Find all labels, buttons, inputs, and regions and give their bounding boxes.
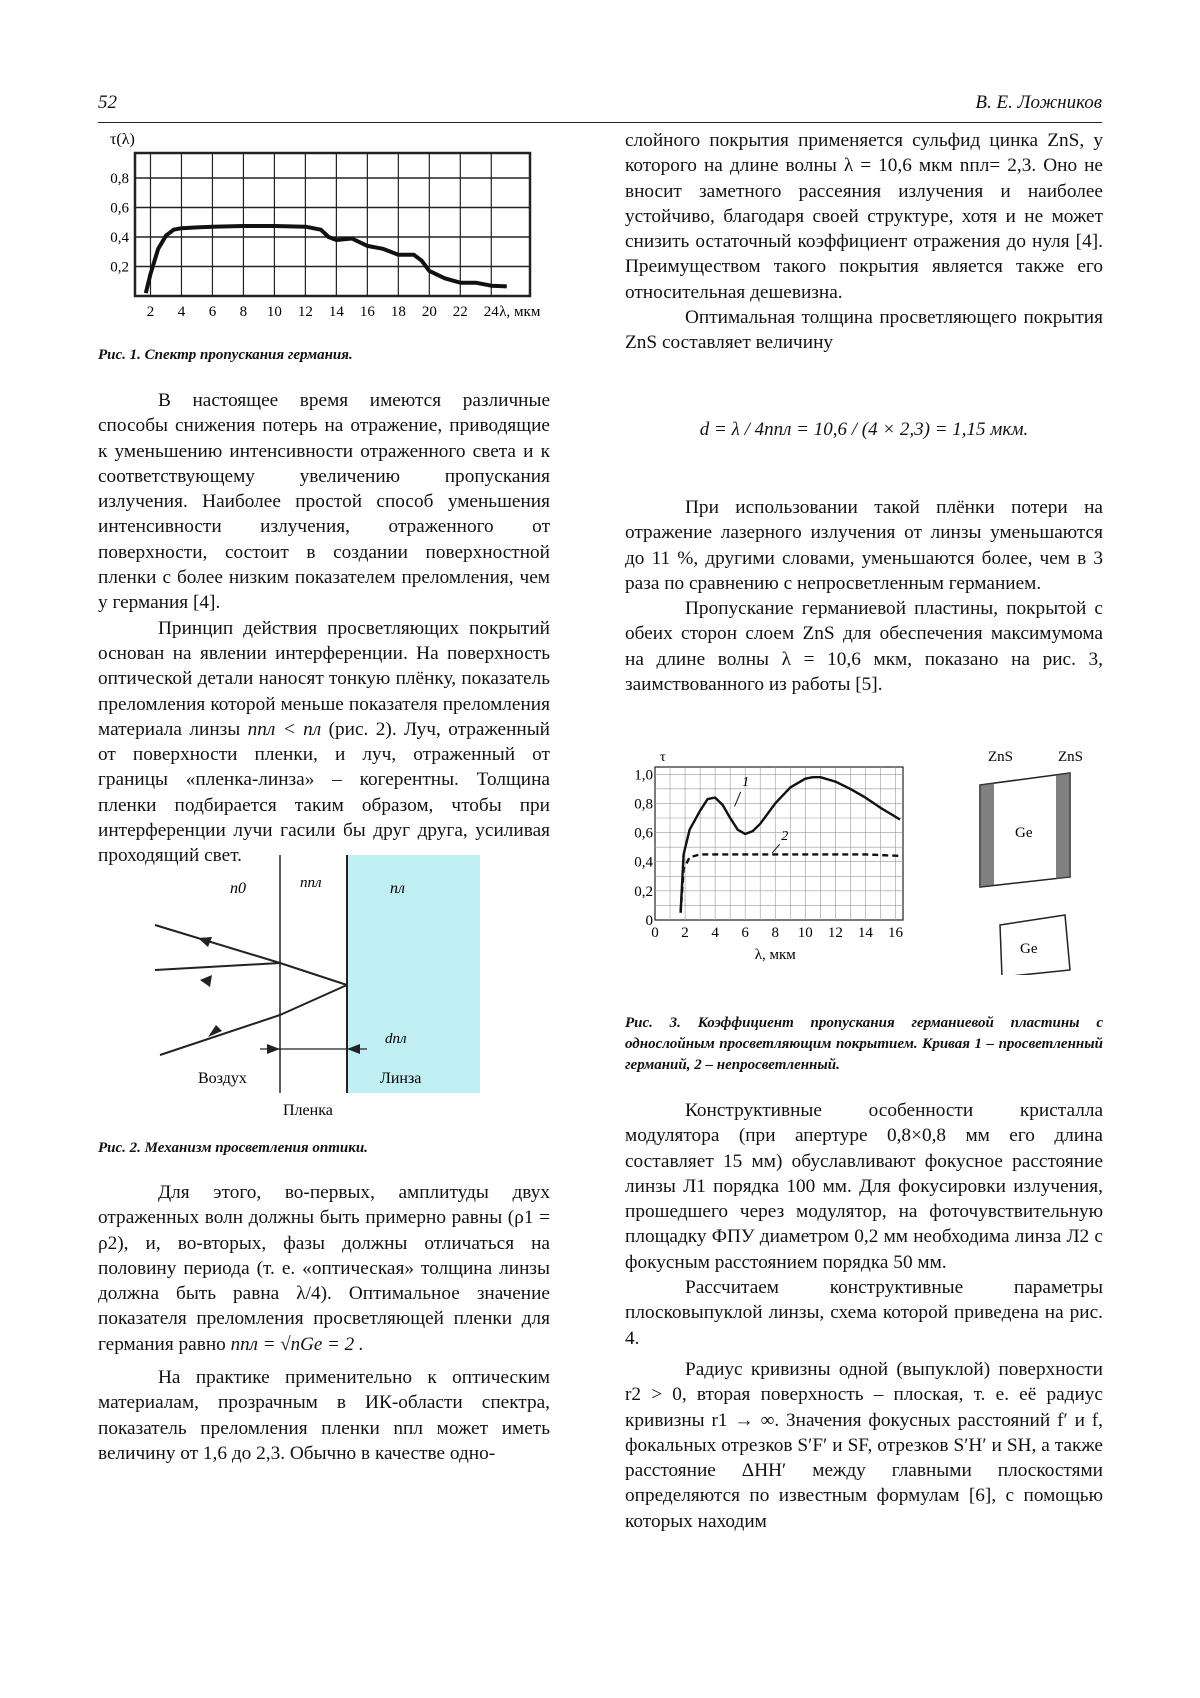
label-zns-right: ZnS [1058,749,1084,765]
left-paragraph-2 [98,616,550,869]
label-n0: n0 [230,880,246,897]
arrow-reflected-1 [198,937,212,947]
refracted-ray-out [280,963,347,985]
fig1-chart [90,128,560,328]
fig3-x-tick: 16 [887,925,903,941]
right-paragraph-2: Оптимальная толщина просветляющего покрытия ZnS составляет величину [625,307,1103,354]
left-column-upper [98,388,550,869]
zns-layer-right [1056,773,1070,879]
arrow-reflected-2 [200,975,212,987]
fig1-frame [135,153,530,296]
left-paragraph-3 [98,1180,550,1357]
left-paragraph-4: На практике применительно к оптическим материалам, прозрачным в ИК-области спектра, показатель преломления пленки nпл может иметь величину от 1,6 до 2,3. Обычно в качестве одно- [98,1367,550,1464]
fig3-y-tick: 0,4 [634,854,653,871]
fig1-y-axis-label: τ(λ) [110,131,135,148]
author-name: В. Е. Ложников [975,92,1102,113]
fig1-x-tick: 16 [359,304,375,320]
fig1-y-tick: 0,6 [110,200,129,217]
thickness-arrow-left [267,1044,280,1054]
fig3-series-1-leader [735,792,741,807]
right-paragraph-7: Радиус кривизны одной (выпуклой) поверхности r2 > 0, вторая поверхность – плоская, т. е. её радиус кривизны r1 → ∞. Значения фокусных расстояний f′ и f, фокальных отрезков S′F′ и SF, отрезков S′H′ и SH, а также расстояние ΔHH′ между главными плоскостями определяются по известным формулам [6], с помощью которых находим [625,1358,1103,1532]
right-paragraph-5: Конструктивные особенности кристалла модулятора (при апертуре 0,8×0,8 мм его длина составляет 15 мм) обуславливают фокусное расстояние линзы Л1 порядка 100 мм. Для фокусировки излучения, прошедшего через модулятор, на фоточувствительную площадку ФПУ диаметром 0,2 мм необходима линза Л2 с фокусным расстоянием порядка 50 мм. [625,1100,1103,1273]
fig1-x-tick: 2 [146,304,155,320]
fig1-x-tick: 14 [328,304,344,320]
figure-1 [90,128,560,328]
label-nl: nл [390,880,405,897]
label-ge-top: Ge [1015,825,1033,841]
right-paragraph-1: слойного покрытия применяется сульфид цинка ZnS, у которого на длине волны λ = 10,6 мкм nпл= 2,3. Оно не вносит заметного рассеяния излучения и наиболее устойчиво, благодаря своей структуре, хотя и не может снизить остаточный коэффициент отражения до нуля [4]. Преимуществом такого покрытия является также его относительная дешевизна. [625,130,1103,303]
page-header [98,92,1102,123]
fig3-series-2-label: 2 [781,828,789,844]
left-paragraph-1: В настоящее время имеются различные способы снижения потерь на отражение, приводящие к уменьшению интенсивности отраженного света и к соответствующему увеличению пропускания излучения. Наиболее простой способ уменьшения интенсивности излучения, отраженного от поверхности, состоит в создании поверхностной пленки с более низким показателем преломления, чем у германия [4]. [98,390,550,614]
left-column-lower [98,1180,550,1466]
fig1-y-tick: 0,8 [110,171,129,188]
fig2-caption: Рис. 2. Механизм просветления оптики. [98,1140,368,1156]
fig3-series-1-label: 1 [742,774,750,790]
fig2-diagram [150,855,490,1125]
fig1-y-tick: 0,2 [110,259,129,276]
zns-layer-left [980,783,994,887]
fig1-x-tick: 18 [390,304,406,320]
fig1-x-tick: 4 [177,304,186,320]
fig3-y-tick: 0 [645,913,653,929]
fig1-x-tick: 12 [297,304,313,320]
label-air: Воздух [198,1070,247,1087]
fig3-plate-sketch [970,745,1100,975]
fig1-x-tick: 24 [483,304,499,320]
reflected-ray-1 [155,925,280,963]
fig3-chart [625,745,965,1005]
left-p3-text: Для этого, во-первых, амплитуды двух отраженных волн должны быть примерно равны (ρ1 = ρ2), и, во-вторых, фазы должны отличаться на половину периода (т. е. «оптическая» толщина линзы должна быть равна λ/4). Оптимальное значение показателя преломления просветляющей пленки для германия равно [98,1182,550,1355]
fig1-x-tick: 22 [452,304,468,320]
label-npl: nпл [300,875,322,891]
fig3-y-axis-label: τ [660,750,666,765]
label-dpl: dпл [385,1031,407,1047]
right-column-upper [625,128,1103,356]
fig3-frame [655,767,903,920]
fig1-transmission-line [146,226,507,293]
label-film: Пленка [283,1102,333,1119]
formula-text: d = λ / 4nпл = 10,6 / (4 × 2,3) = 1,15 мкм. [699,419,1029,440]
npl-formula: nпл = √nGe = 2 . [230,1333,364,1355]
page-number: 52 [98,92,117,113]
reflected-ray-2 [155,963,280,970]
fig3-y-tick: 0,6 [634,825,653,842]
fig1-x-tick: 20 [421,304,437,320]
fig3-y-tick: 1,0 [634,767,653,784]
left-p2-b: (рис. 2). Луч, отраженный от поверхности пленки, и луч, отраженный от границы «пленка-линза» – когерентны. Толщина пленки подбирается таким образом, чтобы при интерференции лучи гасили бы друг друга, усиливая проходящий свет. [98,718,550,867]
right-paragraph-4: Пропускание германиевой пластины, покрытой с обеих сторон слоем ZnS для обеспечения максимумома на длине волны λ = 10,6 мкм, показано на рис. 3, заимствованного из работы [5]. [625,598,1103,696]
fig1-y-tick: 0,4 [110,230,129,247]
fig3-series-2-leader [772,844,780,853]
thickness-formula [625,405,1103,465]
fig3-y-tick: 0,8 [634,796,653,813]
label-lens: Линза [380,1070,422,1087]
fig1-x-tick: 6 [208,304,217,320]
fig3-x-tick: 0 [651,925,659,941]
fig3-x-tick: 10 [797,925,813,941]
refracted-ray-in [280,985,347,1015]
figure-3 [625,745,1103,1005]
fig3-x-tick: 2 [681,925,689,941]
label-ge-bottom: Ge [1020,941,1038,957]
label-zns-left: ZnS [988,749,1014,765]
right-paragraph-3: При использовании такой плёнки потери на отражение лазерного излучения от линзы уменьшаются до 11 %, другими словами, уменьшаются более, чем в 3 раза по сравнению с непросветленным германием. [625,497,1103,594]
left-p2-symbol: nпл < nл [247,718,322,740]
fig3-x-tick: 6 [741,925,749,941]
right-column-middle [625,495,1103,697]
left-p2-a: Принцип действия просветляющих покрытий основан на явлении интерференции. На поверхность оптической детали наносят тонкую плёнку, показатель преломления которой меньше показателя преломления материала линзы [98,617,550,740]
fig3-x-axis-label: λ, мкм [754,947,796,963]
fig3-x-tick: 12 [827,925,843,941]
fig1-caption: Рис. 1. Спектр пропускания германия. [98,347,353,363]
lens-region [347,855,480,1093]
fig1-x-tick: 10 [266,304,282,320]
right-column-lower [625,1098,1103,1534]
fig1-x-axis-label: λ, мкм [499,304,541,320]
right-paragraph-6: Рассчитаем конструктивные параметры плосковыпуклой линзы, схема которой приведена на рис. 4. [625,1277,1103,1349]
fig3-x-tick: 14 [857,925,873,941]
fig3-x-tick: 4 [711,925,719,941]
fig1-x-tick: 8 [239,304,248,320]
fig3-caption: Рис. 3. Коэффициент пропускания германиевой пластины с однослойным просветляющим покрытием. Кривая 1 – просветленный германий, 2 – непросветленный. [625,1015,1103,1073]
fig3-x-tick: 8 [771,925,779,941]
figure-2 [150,855,490,1125]
fig3-y-tick: 0,2 [634,883,653,900]
